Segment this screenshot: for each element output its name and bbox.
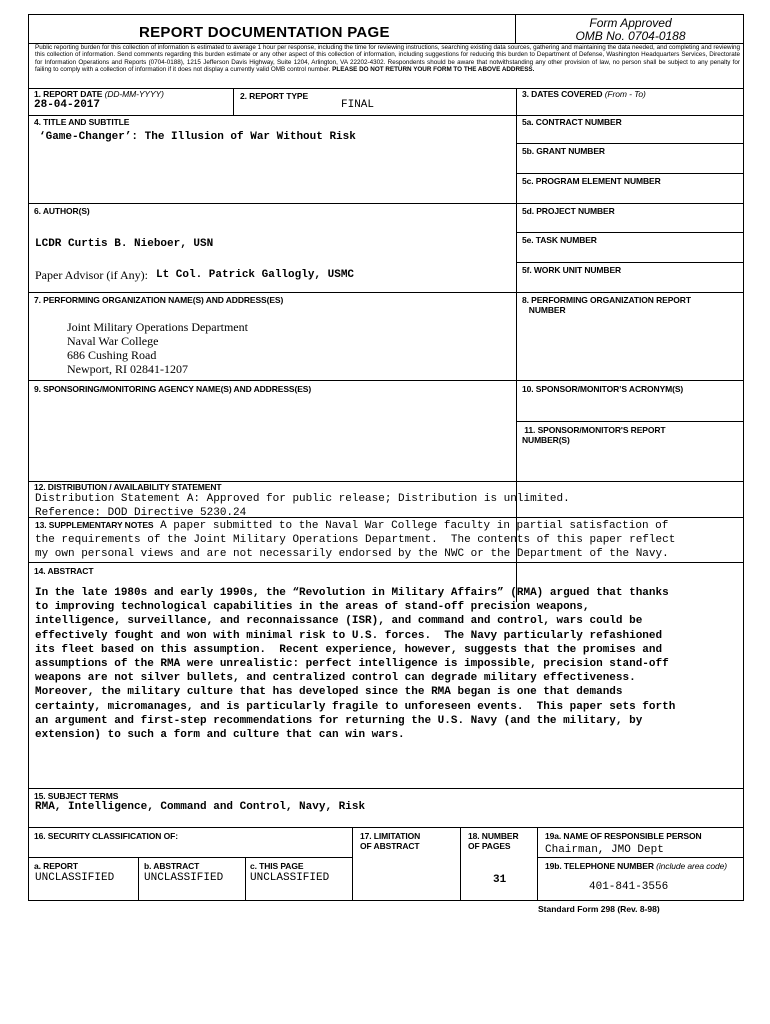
address-line: Joint Military Operations Department: [67, 320, 248, 334]
page-classification-field[interactable]: UNCLASSIFIED: [250, 872, 330, 884]
title-subtitle-label: 4. TITLE AND SUBTITLE: [34, 117, 130, 127]
performing-org-address[interactable]: [67, 320, 248, 376]
supplementary-notes-label: 13. SUPPLEMENTARY NOTES: [35, 520, 154, 530]
number-of-pages-label: 18. NUMBER OF PAGES: [468, 831, 519, 851]
abstract-text[interactable]: In the late 1980s and early 1990s, the “Revolution in Military Affairs” (RMA) argued that thanks to improving technological capabilities in the areas of stand-off precision weapons, intelligence, surveillance, and reconnaissance (ISR), and command and control, wars could be effectively fought and won with minimal risk to U.S. forces. The Navy particularly refashioned its fleet based on this assumption. Recent experience, however, suggests that the promises and assumptions of the RMA were unrealistic: perfect intelligence is impossible, precision stand-off weapons are not silver bullets, and centralized control can degrade military effectiveness. Moreover, the military culture that has developed since the RMA began is one that demands certainty, micromanages, and is particularly fragile to unforeseen events. This paper sets forth an argument and first-step recommendations for returning the U.S. Navy (and the military, by extension) to such a form and culture that can win wars.: [35, 587, 676, 742]
subject-terms-field[interactable]: RMA, Intelligence, Command and Control, Navy, Risk: [35, 801, 366, 813]
grant-number-label: 5b. GRANT NUMBER: [522, 146, 605, 156]
responsible-person-label: 19a. NAME OF RESPONSIBLE PERSON: [545, 831, 702, 841]
report-documentation-form: [28, 14, 744, 901]
limitation-label: 17. LIMITATION OF ABSTRACT: [360, 831, 421, 851]
distribution-reference: Reference: DOD Directive 5230.24: [35, 507, 247, 517]
authors-label: 6. AUTHOR(S): [34, 206, 90, 216]
author-field[interactable]: LCDR Curtis B. Nieboer, USN: [35, 238, 214, 250]
number-of-pages-field[interactable]: 31: [493, 874, 507, 886]
supplementary-notes[interactable]: 13. SUPPLEMENTARY NOTES A paper submitted to the Naval War College faculty in partial satisfaction of the requirements of the Joint Military Operations Department. The contents of this paper reflect my own personal views and are not necessarily endorsed by the NWC or the Department of the Navy.: [35, 520, 676, 560]
report-date-label: 1. REPORT DATE (DD-MM-YYYY): [34, 89, 164, 99]
work-unit-label: 5f. WORK UNIT NUMBER: [522, 265, 622, 275]
address-line: Newport, RI 02841-1207: [67, 362, 188, 376]
burden-statement: Public reporting burden for this collection of information is estimated to average 1 hour per response, including the time for reviewing instructions, searching existing data sources, gathering and maintaining the data needed, and completing and reviewing this collection of information. Send comments regarding this burden estimate or any other aspect of this collection of information, including suggestions for reducing this burden to Department of Defense, Washington Headquarters Services, Directorate for Information Operations and Reports (0704-0188), 1215 Jefferson Davis Highway, Suite 1204, Arlington, VA 22202-4302. Respondents should be aware that notwithstanding any other provision of law, no person shall be subject to any penalty for failing to comply with a collection of information if it does not display a currently valid OMB control number. PLEASE DO NOT RETURN YOUR FORM TO THE ABOVE ADDRESS.: [35, 44, 740, 74]
performing-report-label: 8. PERFORMING ORGANIZATION REPORT NUMBER: [522, 295, 691, 315]
program-element-label: 5c. PROGRAM ELEMENT NUMBER: [522, 176, 661, 186]
paper-advisor-label: Paper Advisor (if Any):: [35, 268, 148, 282]
telephone-label: 19b. TELEPHONE NUMBER (include area code): [545, 861, 728, 871]
dates-covered-label: 3. DATES COVERED (From - To): [522, 89, 646, 99]
subject-terms-label: 15. SUBJECT TERMS: [34, 791, 119, 801]
page-classification-label: c. THIS PAGE: [250, 861, 304, 871]
report-type-field[interactable]: FINAL: [341, 99, 375, 111]
form-approved-label: Form Approved: [589, 16, 672, 30]
form-footer: Standard Form 298 (Rev. 8-98): [538, 904, 660, 914]
abstract-label: 14. ABSTRACT: [34, 566, 94, 576]
distribution-statement[interactable]: Distribution Statement A: Approved for public release; Distribution is unlimited.: [35, 493, 570, 505]
report-type-label: 2. REPORT TYPE: [240, 91, 309, 101]
report-classification-label: a. REPORT: [34, 861, 78, 871]
sponsoring-agency-label: 9. SPONSORING/MONITORING AGENCY NAME(S) AND ADDRESS(ES): [34, 384, 312, 394]
sponsor-acronym-label: 10. SPONSOR/MONITOR’S ACRONYM(S): [522, 384, 684, 394]
task-number-label: 5e. TASK NUMBER: [522, 235, 597, 245]
performing-org-label: 7. PERFORMING ORGANIZATION NAME(S) AND ADDRESS(ES): [34, 295, 284, 305]
abstract-classification-field[interactable]: UNCLASSIFIED: [144, 872, 224, 884]
abstract-classification-label: b. ABSTRACT: [144, 861, 200, 871]
security-classification-label: 16. SECURITY CLASSIFICATION OF:: [34, 831, 178, 841]
address-line: Naval War College: [67, 334, 159, 348]
title-field[interactable]: ‘Game-Changer’: The Illusion of War Without Risk: [39, 131, 356, 143]
telephone-field[interactable]: 401-841-3556: [589, 881, 669, 893]
sponsor-report-label: 11. SPONSOR/MONITOR'S REPORT NUMBER(S): [522, 425, 666, 445]
contract-number-label: 5a. CONTRACT NUMBER: [522, 117, 622, 127]
distribution-label: 12. DISTRIBUTION / AVAILABILITY STATEMENT: [34, 482, 222, 492]
report-classification-field[interactable]: UNCLASSIFIED: [35, 872, 115, 884]
report-date-field[interactable]: 28-04-2017: [34, 99, 101, 111]
omb-number: OMB No. 0704-0188: [575, 29, 686, 43]
project-number-label: 5d. PROJECT NUMBER: [522, 206, 615, 216]
form-title: REPORT DOCUMENTATION PAGE: [139, 24, 390, 41]
paper-advisor-field[interactable]: Lt Col. Patrick Gallogly, USMC: [156, 269, 355, 281]
responsible-person-field[interactable]: Chairman, JMO Dept: [545, 844, 664, 856]
address-line: 686 Cushing Road: [67, 348, 157, 362]
